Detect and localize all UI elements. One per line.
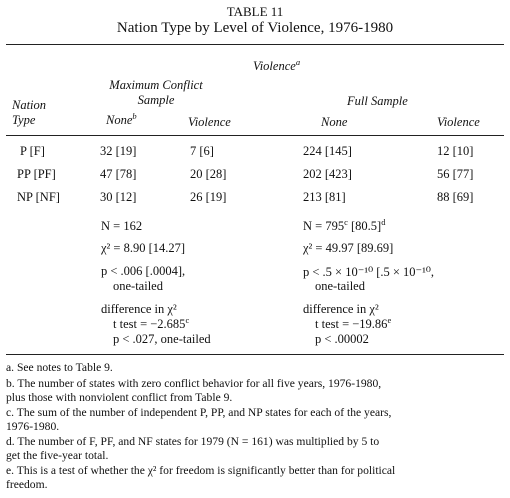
max-conflict-header-line1: Maximum Conflict <box>109 78 203 92</box>
note-c-cont: 1976-1980. <box>6 420 60 433</box>
fs-none-cell: 213 [81] <box>303 190 346 204</box>
note-a: a. See notes to Table 9. <box>6 361 113 374</box>
mc-none-cell: 32 [19] <box>100 144 137 158</box>
note-d-cont: get the five-year total. <box>6 449 109 462</box>
max-conflict-header-line2: Sample <box>137 93 175 107</box>
nation-header-line2: Type <box>12 113 36 127</box>
stat-p2-right: p < .00002 <box>315 332 369 346</box>
stat-p-tail-right: one-tailed <box>315 279 365 293</box>
table-title: Nation Type by Level of Violence, 1976-1980 <box>116 20 394 36</box>
note-b-cont: plus those with nonviolent conflict from Table 9. <box>6 391 233 404</box>
mc-violence-cell: 7 [6] <box>190 144 214 158</box>
stat-ttest-right: t test = −19.86$^e$ <box>315 315 392 331</box>
none-header: None$^b$ <box>106 111 137 127</box>
stat-p-left: p < .006 [.0004], <box>101 264 186 278</box>
top-rule <box>6 44 504 45</box>
stat-diff-left: difference in χ² <box>101 302 177 316</box>
note-e-cont: freedom. <box>6 478 48 491</box>
stat-n-left: N = 162 <box>101 219 143 233</box>
nation-type-cell: NP [NF] <box>17 190 60 204</box>
stat-p2-left: p < .027, one-tailed <box>113 332 211 346</box>
none-full-header: None <box>321 115 348 129</box>
header-rule <box>6 135 504 136</box>
stat-p-right: p < .5 × 10⁻¹⁰ [.5 × 10⁻¹⁰, <box>303 265 435 279</box>
violence-col-header: Violence <box>188 115 231 129</box>
fs-none-cell: 202 [423] <box>303 167 352 181</box>
note-e: e. This is a test of whether the χ² for freedom is significantly better than for political <box>6 464 396 477</box>
note-b: b. The number of states with zero conflict behavior for all five years, 1976-1980, <box>6 377 382 390</box>
fs-none-cell: 224 [145] <box>303 144 352 158</box>
note-d: d. The number of F, PF, and NF states for 1979 (N = 161) was multiplied by 5 to <box>6 435 380 448</box>
full-sample-header: Full Sample <box>347 94 408 108</box>
nation-type-cell: P [F] <box>20 144 45 158</box>
nation-type-cell: PP [PF] <box>17 167 56 181</box>
fs-violence-cell: 88 [69] <box>437 190 474 204</box>
mc-none-cell: 30 [12] <box>100 190 137 204</box>
fs-violence-cell: 12 [10] <box>437 144 474 158</box>
note-c: c. The sum of the number of independent P, PP, and NP states for each of the years, <box>6 406 392 419</box>
stat-p-tail-left: one-tailed <box>113 279 163 293</box>
mc-none-cell: 47 [78] <box>100 167 137 181</box>
stat-ttest-left: t test = −2.685$^c$ <box>113 315 190 331</box>
mc-violence-cell: 26 [19] <box>190 190 227 204</box>
nation-header-line1: Nation <box>12 98 47 112</box>
violence-header: Violence$^a$ <box>253 57 301 73</box>
table-number: TABLE 11 <box>226 4 284 19</box>
stat-chi-right: χ² = 49.97 [89.69] <box>303 241 394 255</box>
fs-violence-cell: 56 [77] <box>437 167 474 181</box>
mc-violence-cell: 20 [28] <box>190 167 227 181</box>
violence-full-header: Violence <box>437 115 480 129</box>
bottom-rule <box>6 354 504 355</box>
stat-diff-right: difference in χ² <box>303 302 379 316</box>
stat-chi-left: χ² = 8.90 [14.27] <box>101 241 186 255</box>
stat-n-right: $N = 795^c$ $[80.5]^d$ <box>303 217 386 233</box>
